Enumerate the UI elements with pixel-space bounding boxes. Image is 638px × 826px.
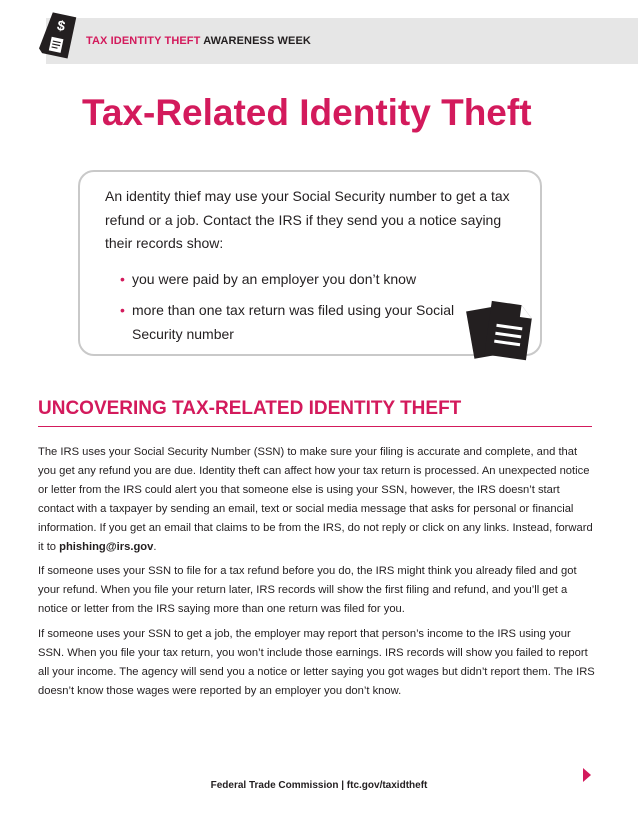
card-bullet-text: more than one tax return was filed using your Social Security number (132, 302, 455, 342)
paragraph-1-text: The IRS uses your Social Security Number (SSN) to make sure your filing is accurate and complete, and that you get any refund you are due. Identity theft can affect how your tax return is processed. An unexpected notice or letter from the IRS could alert you that someone else is using your SSN, however, the IRS doesn’t start contact with a taxpayer by sending an email, text or social media message that asks for personal or financial information. If you get an email that claims to be from the IRS, do not reply or click on any links. Instead, forward it to (38, 446, 593, 553)
phishing-email-link[interactable]: phishing@irs.gov (59, 541, 154, 553)
card-intro: An identity thief may use your Social Security number to get a tax refund or a job. Contact the IRS if they send you a notice saying their records show: (105, 188, 510, 251)
paragraph-1-end: . (153, 541, 157, 553)
footer-credit: Federal Trade Commission | ftc.gov/taxidtheft (210, 780, 428, 791)
paragraph-2: If someone uses your SSN to file for a tax refund before you do, the IRS might think you already filed and got your refund. When you file your return later, IRS records will show the first filing and refund, and you’ll get a notice or letter from the IRS saying more than one return was filed for you. (38, 565, 577, 615)
next-arrow-icon[interactable] (583, 768, 591, 782)
bullet-dot-icon: • (120, 302, 125, 318)
header-tag-rest: AWARENESS WEEK (203, 35, 311, 47)
section-divider (38, 426, 592, 427)
header-tag (86, 35, 311, 47)
svg-text:$: $ (55, 16, 67, 35)
card-bullet (120, 299, 472, 346)
paragraph-3: If someone uses your SSN to get a job, the employer may report that person’s income to the IRS using your SSN. When you file your tax return, you won’t include those earnings. IRS records will show you failed to report all your income. The agency will send you a notice or letter saying you got wages but didn’t report them. The IRS doesn’t know those wages were reported by an employer you don’t know. (38, 628, 595, 697)
header-bar (46, 18, 638, 64)
section-heading: UNCOVERING TAX-RELATED IDENTITY THEFT (38, 398, 462, 419)
card-bullet-text: you were paid by an employer you don’t know (132, 271, 417, 287)
bullet-dot-icon: • (120, 271, 125, 287)
paragraph-1 (38, 443, 598, 557)
page-title: Tax-Related Identity Theft (82, 92, 532, 133)
documents-icon (464, 298, 536, 364)
dollar-document-icon (38, 12, 78, 62)
header-tag-accent: TAX IDENTITY THEFT (86, 35, 201, 47)
card-bullet (120, 268, 472, 292)
